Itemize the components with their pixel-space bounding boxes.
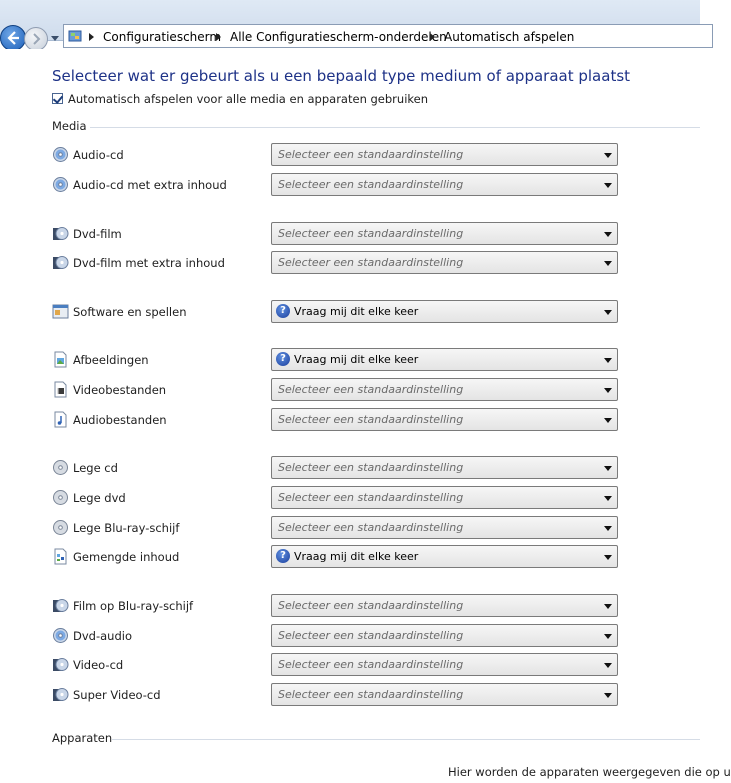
media-select-super-video-cd[interactable] <box>271 683 618 706</box>
select-value: Selecteer een standaardinstelling <box>278 178 464 191</box>
media-select-dvd-film-met-extra-inhoud[interactable] <box>271 251 618 274</box>
breadcrumb-configuratiescherm[interactable]: Configuratiescherm <box>103 30 222 44</box>
cd-icon <box>52 146 69 163</box>
address-bar[interactable] <box>63 24 713 48</box>
chevron-down-icon <box>604 693 612 698</box>
breadcrumb-alle-onderdelen[interactable]: Alle Configuratiescherm-onderdelen <box>230 30 447 44</box>
select-value: Selecteer een standaardinstelling <box>278 148 464 161</box>
chevron-down-icon <box>604 261 612 266</box>
breadcrumb-separator[interactable] <box>216 33 221 41</box>
chevron-down-icon <box>604 358 612 363</box>
autoplay-all-label[interactable]: Automatisch afspelen voor alle media en apparaten gebruiken <box>68 92 429 106</box>
media-select-audio-cd[interactable] <box>271 143 618 166</box>
media-label-video-cd: Video-cd <box>73 658 124 672</box>
select-value: Vraag mij dit elke keer <box>294 353 419 366</box>
chevron-down-icon <box>604 466 612 471</box>
breadcrumb-separator[interactable] <box>430 33 435 41</box>
media-label-dvd-audio: Dvd-audio <box>73 629 132 643</box>
media-select-film-op-blu-ray-schijf[interactable] <box>271 594 618 617</box>
chevron-down-icon <box>604 634 612 639</box>
media-select-dvd-audio[interactable] <box>271 624 618 647</box>
media-label-dvd-film: Dvd-film <box>73 227 122 241</box>
main-content <box>0 49 731 783</box>
select-value: Selecteer een standaardinstelling <box>278 688 464 701</box>
chevron-down-icon <box>604 663 612 668</box>
media-select-audio-cd-met-extra-inhoud[interactable] <box>271 173 618 196</box>
chevron-down-icon <box>604 153 612 158</box>
media-label-afbeeldingen: Afbeeldingen <box>73 353 149 367</box>
chevron-down-icon <box>604 555 612 560</box>
select-value: Selecteer een standaardinstelling <box>278 256 464 269</box>
media-select-afbeeldingen[interactable] <box>271 348 618 371</box>
media-label-film-op-blu-ray-schijf: Film op Blu-ray-schijf <box>73 599 194 613</box>
media-label-videobestanden: Videobestanden <box>73 383 167 397</box>
chevron-down-icon <box>604 310 612 315</box>
autoplay-all-checkbox[interactable] <box>52 93 63 104</box>
video-file-icon <box>52 381 69 398</box>
dvd-icon <box>52 597 69 614</box>
media-label-dvd-film-met-extra-inhoud: Dvd-film met extra inhoud <box>73 256 225 270</box>
dvd-icon <box>52 254 69 271</box>
devices-group-label: Apparaten <box>52 731 113 745</box>
select-value: Selecteer een standaardinstelling <box>278 521 464 534</box>
media-select-lege-cd[interactable] <box>271 456 618 479</box>
select-value: Vraag mij dit elke keer <box>294 305 419 318</box>
select-value: Vraag mij dit elke keer <box>294 550 419 563</box>
media-label-audio-cd: Audio-cd <box>73 148 124 162</box>
media-label-software-en-spellen: Software en spellen <box>73 305 187 319</box>
media-select-dvd-film[interactable] <box>271 222 618 245</box>
recent-pages-dropdown[interactable] <box>51 36 59 41</box>
cd-icon <box>52 176 69 193</box>
select-value: Selecteer een standaardinstelling <box>278 413 464 426</box>
question-icon: ? <box>276 549 290 563</box>
devices-group-divider <box>112 739 700 740</box>
cd-icon <box>52 627 69 644</box>
media-label-audio-cd-met-extra-inhoud: Audio-cd met extra inhoud <box>73 178 227 192</box>
software-icon <box>52 303 69 320</box>
dvd-icon <box>52 225 69 242</box>
media-label-super-video-cd: Super Video-cd <box>73 688 161 702</box>
back-button[interactable] <box>0 25 26 51</box>
media-group-divider <box>90 127 700 128</box>
chevron-down-icon <box>604 418 612 423</box>
media-select-gemengde-inhoud[interactable] <box>271 545 618 568</box>
chevron-down-icon <box>604 496 612 501</box>
media-group-label: Media <box>52 119 87 133</box>
media-select-videobestanden[interactable] <box>271 378 618 401</box>
select-value: Selecteer een standaardinstelling <box>278 383 464 396</box>
media-select-lege-dvd[interactable] <box>271 486 618 509</box>
breadcrumb-separator[interactable] <box>89 33 94 41</box>
select-value: Selecteer een standaardinstelling <box>278 658 464 671</box>
question-icon: ? <box>276 304 290 318</box>
blank-disc-icon <box>52 519 69 536</box>
chevron-down-icon <box>604 232 612 237</box>
page-title: Selecteer wat er gebeurt als u een bepaald type medium of apparaat plaatst <box>52 67 631 85</box>
devices-description: Hier worden de apparaten weergegeven die op u <box>448 765 731 779</box>
question-icon: ? <box>276 352 290 366</box>
back-arrow-icon <box>5 30 21 46</box>
media-label-gemengde-inhoud: Gemengde inhoud <box>73 550 180 564</box>
forward-arrow-icon <box>29 32 43 46</box>
media-select-video-cd[interactable] <box>271 653 618 676</box>
media-label-lege-cd: Lege cd <box>73 461 118 475</box>
select-value: Selecteer een standaardinstelling <box>278 599 464 612</box>
control-panel-icon <box>68 29 82 43</box>
select-value: Selecteer een standaardinstelling <box>278 491 464 504</box>
chevron-down-icon <box>604 526 612 531</box>
media-select-audiobestanden[interactable] <box>271 408 618 431</box>
blank-disc-icon <box>52 489 69 506</box>
chevron-down-icon <box>604 604 612 609</box>
audio-file-icon <box>52 411 69 428</box>
media-label-lege-blu-ray-schijf: Lege Blu-ray-schijf <box>73 521 180 535</box>
chevron-down-icon <box>604 388 612 393</box>
mixed-content-icon <box>52 548 69 565</box>
blank-disc-icon <box>52 459 69 476</box>
select-value: Selecteer een standaardinstelling <box>278 227 464 240</box>
breadcrumb-automatisch-afspelen[interactable]: Automatisch afspelen <box>444 30 575 44</box>
chevron-down-icon <box>604 183 612 188</box>
dvd-icon <box>52 686 69 703</box>
media-label-audiobestanden: Audiobestanden <box>73 413 167 427</box>
select-value: Selecteer een standaardinstelling <box>278 461 464 474</box>
dvd-icon <box>52 656 69 673</box>
forward-button[interactable] <box>24 27 48 51</box>
media-select-software-en-spellen[interactable] <box>271 300 618 323</box>
select-value: Selecteer een standaardinstelling <box>278 629 464 642</box>
media-label-lege-dvd: Lege dvd <box>73 491 126 505</box>
image-file-icon <box>52 351 69 368</box>
media-select-lege-blu-ray-schijf[interactable] <box>271 516 618 539</box>
